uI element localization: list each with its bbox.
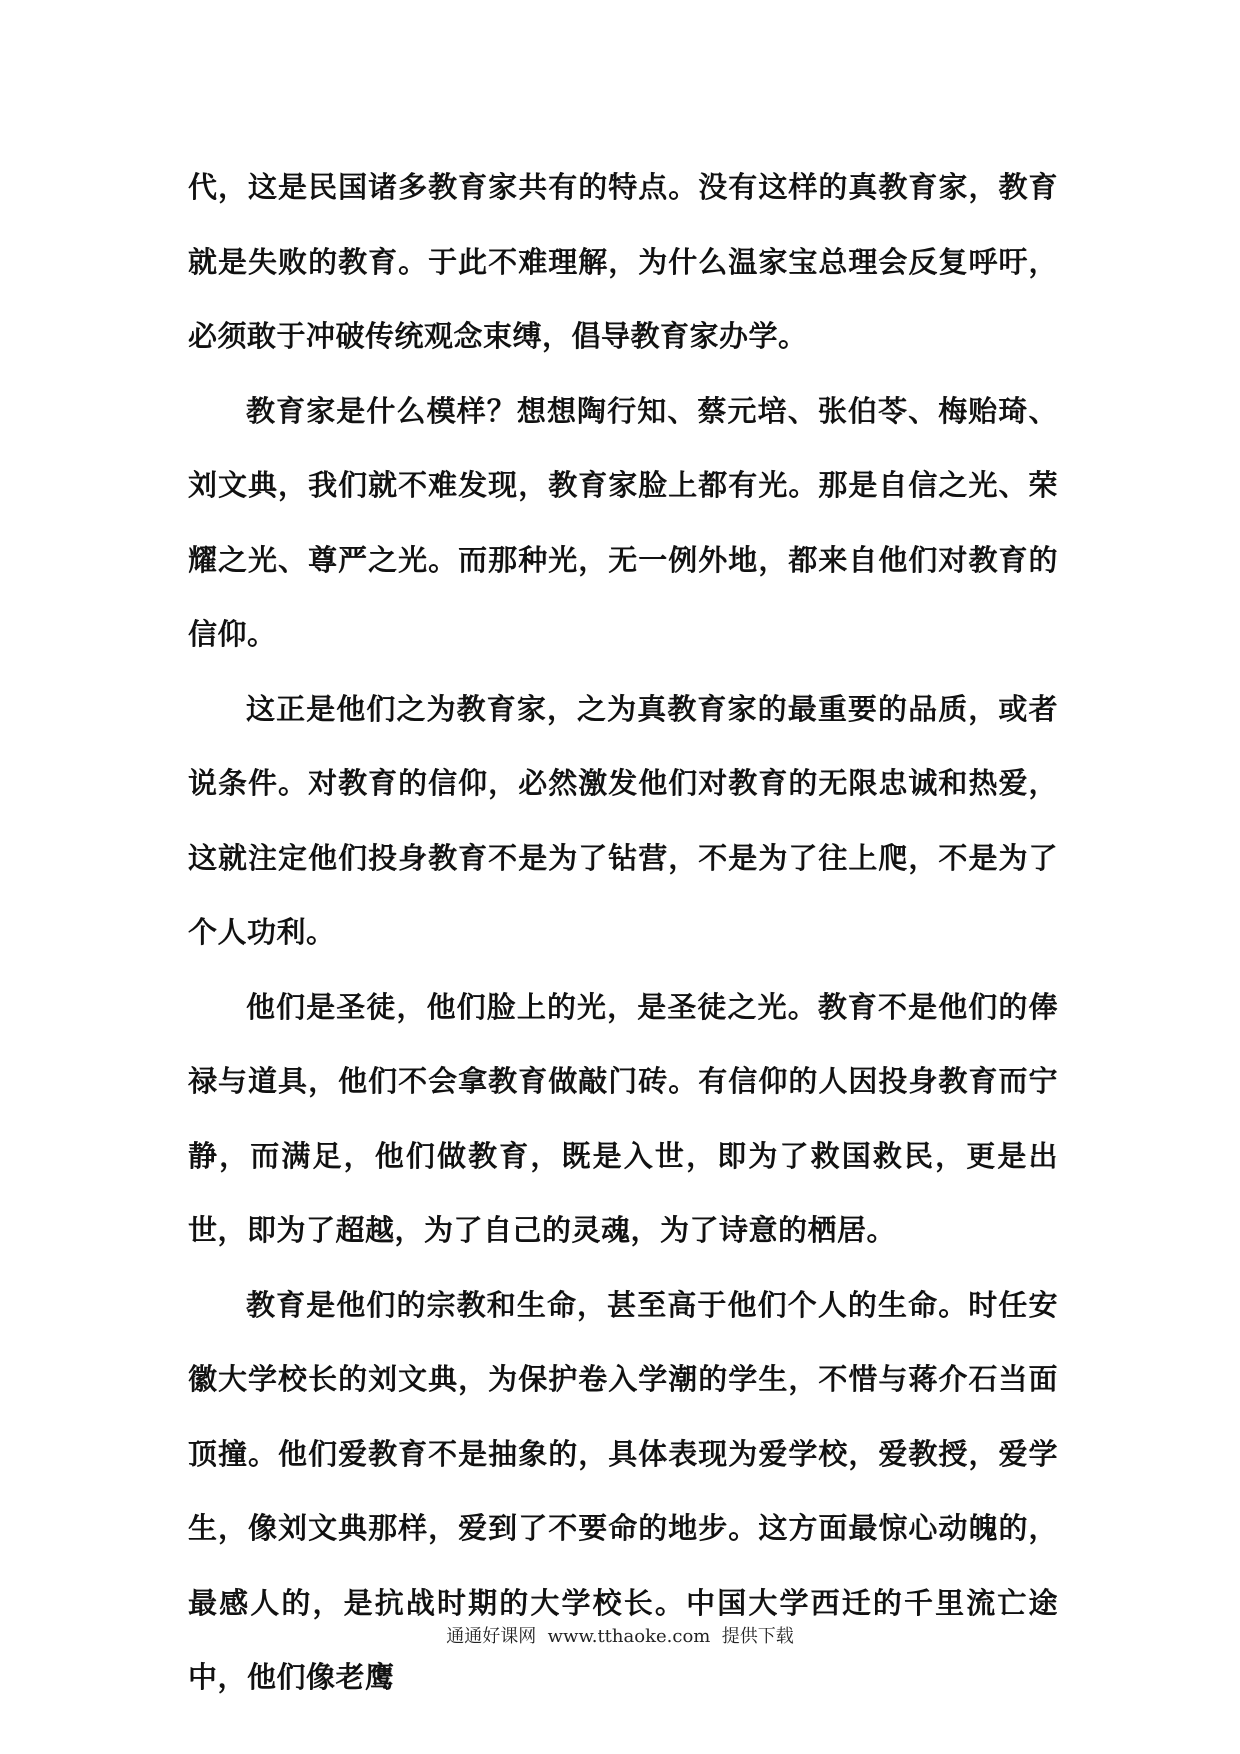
article-body <box>188 150 1058 1715</box>
paragraph-2: 教育家是什么模样？想想陶行知、蔡元培、张伯苓、梅贻琦、刘文典，我们就不难发现，教育家脸上都有光。那是自信之光、荣耀之光、尊严之光。而那种光，无一例外地，都来自他们对教育的信仰。 <box>188 393 1058 651</box>
paragraph-1: 代，这是民国诸多教育家共有的特点。没有这样的真教育家，教育就是失败的教育。于此不难理解，为什么温家宝总理会反复呼吁，必须敢于冲破传统观念束缚，倡导教育家办学。 <box>188 170 1058 353</box>
paragraph-5: 教育是他们的宗教和生命，甚至高于他们个人的生命。时任安徽大学校长的刘文典，为保护卷入学潮的学生，不惜与蒋介石当面顶撞。他们爱教育不是抽象的，具体表现为爱学校，爱教授，爱学生，像刘文典那样，爱到了不要命的地步。这方面最惊心动魄的，最感人的，是抗战时期的大学校长。中国大学西迁的千里流亡途中，他们像老鹰 <box>188 1287 1058 1694</box>
paragraph-4: 他们是圣徒，他们脸上的光，是圣徒之光。教育不是他们的俸禄与道具，他们不会拿教育做敲门砖。有信仰的人因投身教育而宁静，而满足，他们做教育，既是入世，即为了救国救民，更是出世，即为了超越，为了自己的灵魂，为了诗意的栖居。 <box>188 989 1058 1247</box>
paragraph-3: 这正是他们之为教育家，之为真教育家的最重要的品质，或者说条件。对教育的信仰，必然激发他们对教育的无限忠诚和热爱，这就注定他们投身教育不是为了钻营，不是为了往上爬，不是为了个人功利。 <box>188 691 1058 949</box>
page-footer: 通通好课网 www.tthaoke.com 提供下载 <box>446 1626 794 1647</box>
